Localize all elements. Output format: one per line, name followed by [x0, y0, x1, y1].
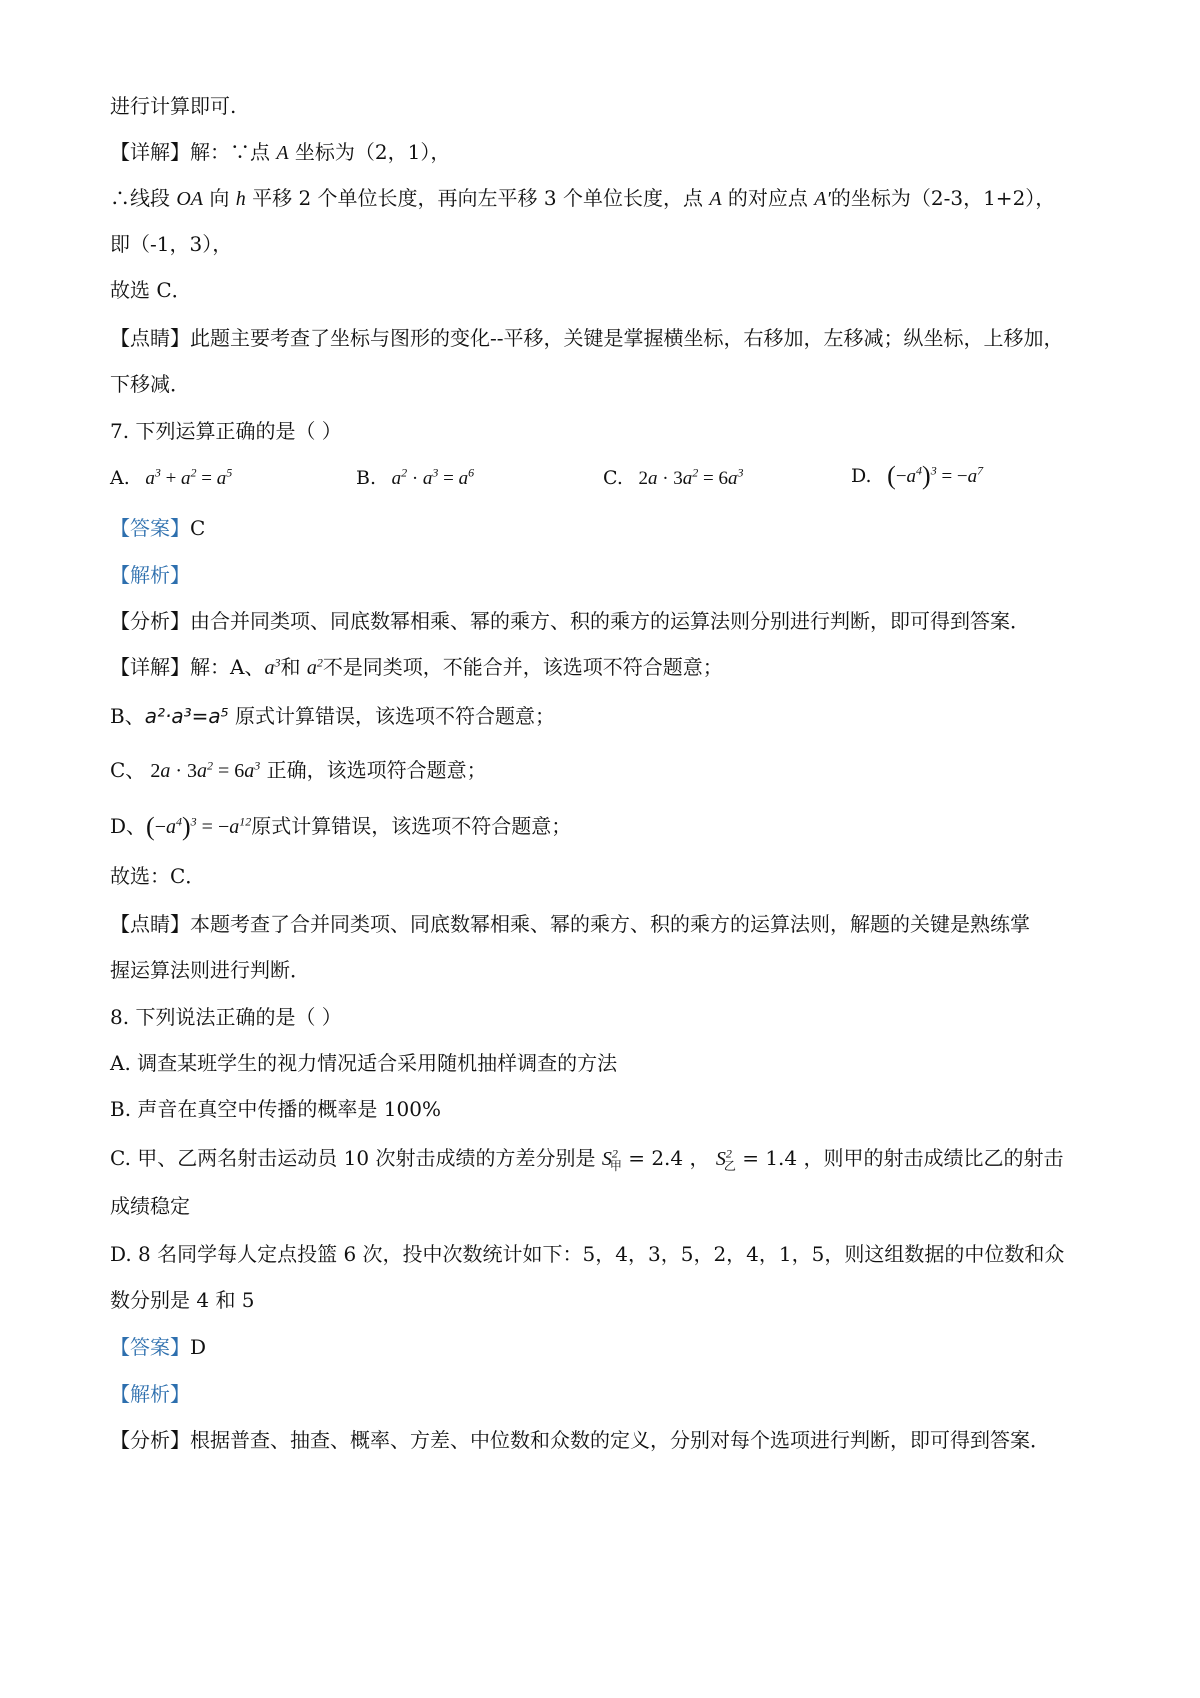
q7-answer-line [110, 514, 1100, 542]
pointer-line [110, 324, 1100, 352]
pointer-tag: 【点睛】 [110, 326, 190, 350]
text: 本题考查了合并同类项、同底数幂相乘、幂的乘方、积的乘方的运算法则，解题的关键是熟练掌 [190, 912, 1030, 936]
answer-tag: 【答案】 [110, 1335, 190, 1359]
q7-option-d [851, 462, 983, 491]
value: = 1.4 [735, 1146, 798, 1170]
option-label: C. [603, 467, 623, 489]
text-line: 故选 C． [110, 278, 192, 302]
q8-analysis-tag: 【解析】 [110, 1382, 190, 1406]
subscript: 甲 [609, 1159, 622, 1173]
q8-option-a: A. 调查某班学生的视力情况适合采用随机抽样调查的方法 [110, 1051, 618, 1075]
text: 此题主要考查了坐标与图形的变化--平移，关键是掌握横坐标，右移加，左移减；纵坐标，上移加， [190, 326, 1064, 350]
option-label: D. [851, 465, 872, 487]
formula: $S^2$ [601, 1146, 618, 1170]
formula: $(-a^4)^3 = -a^{12}$ [146, 812, 252, 841]
text: 和 [280, 655, 307, 679]
q7-pointer-line [110, 910, 1100, 938]
option-formula: $a^2 \cdot a^3 = a^6$ [382, 465, 475, 489]
text: 的坐标为（2-3，1+2）， [830, 186, 1056, 210]
text: 向 [203, 186, 236, 210]
pointer-tag: 【点睛】 [110, 912, 190, 936]
detail-tag: 【详解】 [110, 140, 190, 164]
option-formula: $a^3 + a^2 = a^5$ [135, 465, 233, 489]
q8-fenxi-line [110, 1426, 1100, 1454]
formula: $S^2$ [715, 1146, 732, 1170]
question-7-stem: 7. 下列运算正确的是（ ） [110, 419, 342, 443]
analysis-tag: 【分析】 [110, 609, 190, 633]
text: ∴线段 [110, 186, 177, 210]
text-line: 下移减． [110, 372, 190, 396]
q7-fenxi-line [110, 607, 1100, 635]
q7-c-line [110, 756, 1100, 785]
q8-option-b: B. 声音在真空中传播的概率是 100% [110, 1097, 441, 1121]
text: C. 甲、乙两名射击运动员 10 次射击成绩的方差分别是 [110, 1146, 602, 1170]
text: 的对应点 [721, 186, 815, 210]
formula: $a^3$ [264, 655, 281, 679]
text: 由合并同类项、同底数幂相乘、幂的乘方、积的乘方的运算法则分别进行判断，即可得到答案． [190, 609, 1030, 633]
question-8-stem: 8. 下列说法正确的是（ ） [110, 1005, 342, 1029]
text: 原式计算错误，该选项不符合题意； [228, 704, 555, 728]
text: 原式计算错误，该选项不符合题意； [251, 814, 572, 838]
q7-d-line [110, 812, 1100, 841]
value: = 2.4 [621, 1146, 684, 1170]
detail-line [110, 138, 1100, 167]
formula: $a^2$ [306, 655, 323, 679]
q8-answer-line [110, 1333, 1100, 1361]
q7-analysis-tag: 【解析】 [110, 563, 190, 587]
text-line: 即（-1，3）， [110, 232, 233, 256]
formula: a²·a³=a⁵ [144, 704, 229, 728]
answer-tag: 【答案】 [110, 516, 190, 540]
text-line [110, 184, 1100, 213]
analysis-tag: 【分析】 [110, 1428, 190, 1452]
text: ， [683, 1146, 716, 1170]
text: 正确，该选项符合题意； [260, 758, 487, 782]
subscript: 乙 [723, 1159, 736, 1173]
var-a: A [709, 188, 722, 210]
answer-value: C [190, 516, 206, 540]
q8-option-c [110, 1144, 1100, 1173]
text: 不是同类项，不能合并，该选项不符合题意； [322, 655, 723, 679]
text: 解：A、 [190, 655, 265, 679]
text-line: 握运算法则进行判断． [110, 958, 310, 982]
q7-option-c [603, 464, 744, 493]
option-formula: $2a \cdot 3a^2 = 6a^3$ [638, 465, 744, 489]
text: 解：∵点 [190, 140, 277, 164]
text: B、 [110, 704, 145, 728]
text: ，则甲的射击成绩比乙的射击 [797, 1146, 1064, 1170]
q7-b-line [110, 702, 1100, 730]
text-line: 进行计算即可. [110, 94, 237, 118]
option-formula: $(-a^4)^3 = -a^7$ [887, 461, 984, 490]
option-label: B. [356, 467, 377, 489]
text: 根据普查、抽查、概率、方差、中位数和众数的定义，分别对每个选项进行判断，即可得到答案． [190, 1428, 1050, 1452]
text: C、 [110, 758, 146, 782]
q7-detail-line [110, 653, 1100, 682]
text-line: 成绩稳定 [110, 1194, 190, 1218]
formula: $2a \cdot 3a^2 = 6a^3$ [150, 758, 261, 782]
q7-option-a [110, 464, 232, 493]
answer-value: D [190, 1335, 207, 1359]
text: 坐标为（2，1）， [288, 140, 451, 164]
var-a-prime: A′ [814, 188, 831, 210]
text-line: 故选：C． [110, 864, 206, 888]
text-line: 数分别是 4 和 5 [110, 1288, 255, 1312]
text: D、 [110, 814, 147, 838]
var-h: h [235, 188, 246, 210]
q8-option-d: D. 8 名同学每人定点投篮 6 次，投中次数统计如下：5，4，3，5，2，4，1，5，则这组数据的中位数和众 [110, 1242, 1065, 1266]
detail-tag: 【详解】 [110, 655, 190, 679]
var-a: A [276, 142, 289, 164]
var-oa: OA [176, 188, 204, 210]
option-label: A. [110, 467, 130, 489]
q7-option-b [356, 464, 474, 493]
text: 平移 2 个单位长度，再向左平移 3 个单位长度，点 [245, 186, 710, 210]
